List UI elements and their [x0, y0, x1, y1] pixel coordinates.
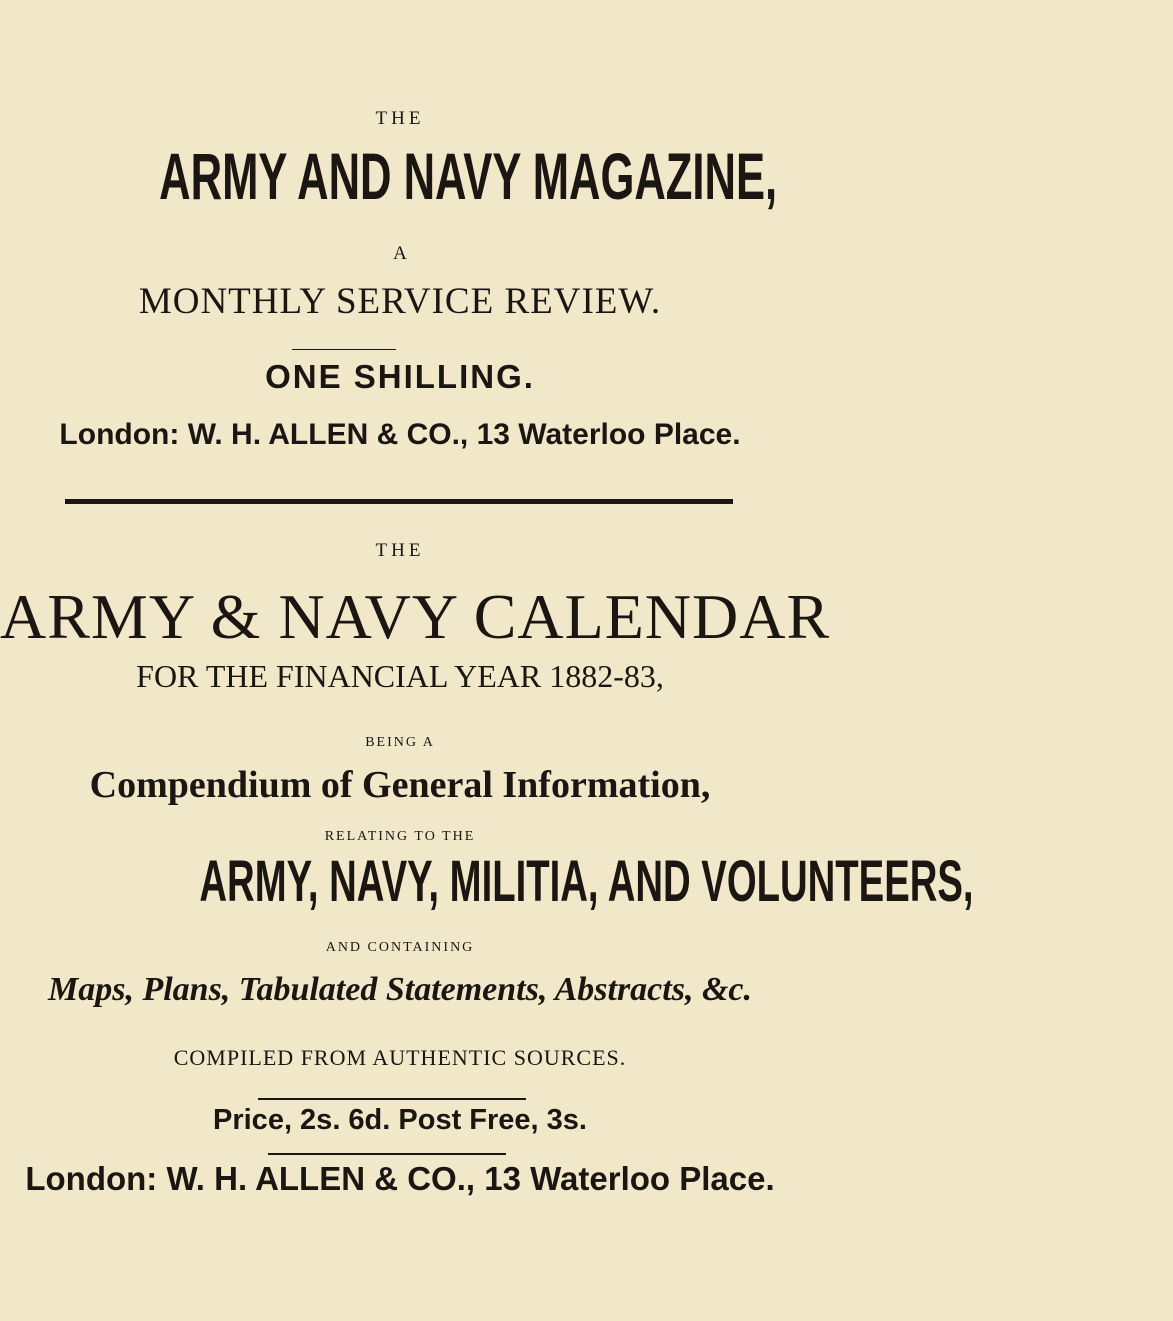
calendar-year-line: FOR THE FINANCIAL YEAR 1882-83,	[136, 658, 664, 694]
calendar-relating: RELATING TO THE	[324, 829, 476, 844]
section-divider	[65, 499, 733, 504]
calendar-price: Price, 2s. 6d. Post Free, 3s.	[213, 1104, 587, 1136]
calendar-the: THE	[375, 540, 425, 561]
calendar-services: ARMY, NAVY, MILITIA, AND VOLUNTEERS,	[199, 849, 974, 914]
magazine-price: ONE SHILLING.	[265, 358, 535, 395]
price-rule-top	[258, 1098, 526, 1100]
calendar-being-a: BEING A	[365, 735, 435, 750]
price-rule-bottom	[268, 1153, 506, 1155]
magazine-the: THE	[375, 108, 425, 129]
magazine-title-row	[0, 140, 800, 212]
price-overline	[292, 349, 396, 350]
calendar-title: ARMY & NAVY CALENDAR	[0, 581, 831, 652]
calendar-publisher: London: W. H. ALLEN & CO., 13 Waterloo Place.	[25, 1160, 775, 1197]
calendar-containing: AND CONTAINING	[325, 940, 475, 955]
calendar-contents: Maps, Plans, Tabulated Statements, Abstracts, &c.	[47, 971, 752, 1008]
magazine-a: A	[393, 243, 407, 264]
magazine-publisher: London: W. H. ALLEN & CO., 13 Waterloo Place.	[59, 418, 741, 451]
calendar-services-row	[0, 849, 974, 914]
magazine-title: ARMY AND NAVY MAGAZINE,	[159, 139, 778, 213]
magazine-subtitle: MONTHLY SERVICE REVIEW.	[138, 281, 662, 322]
calendar-compendium: Compendium of General Information,	[89, 764, 711, 806]
calendar-compiled: COMPILED FROM AUTHENTIC SOURCES.	[173, 1045, 627, 1070]
